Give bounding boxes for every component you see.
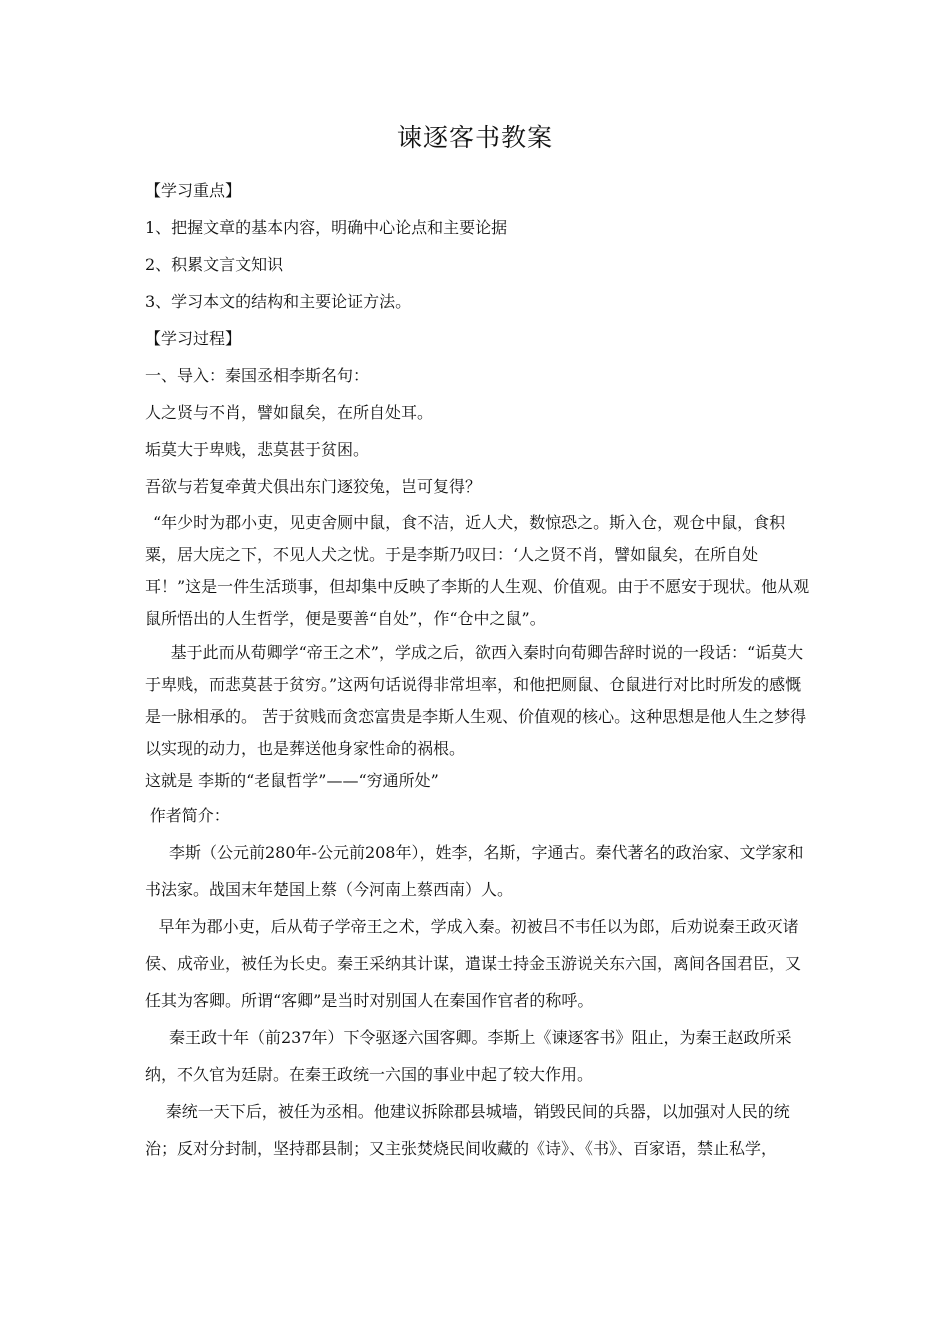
- intro-heading: 一、导入：秦国丞相李斯名句：: [145, 366, 370, 385]
- author-paragraph-4: 秦统一天下后，被任为丞相。他建议拆除郡县城墙，销毁民间的兵器，以加强对人民的统治；反对分封制，坚持郡县制；又主张焚烧民间收藏的《诗》、《书》、百家语，禁止私学，: [145, 1102, 790, 1158]
- author-paragraph-1: 李斯（公元前280年-公元前208年），姓李，名斯，字通古。秦代著名的政治家、文学家和书法家。战国末年楚国上蔡（今河南上蔡西南）人。: [145, 843, 804, 899]
- intro-paragraph-2: 基于此而从荀卿学“帝王之术”，学成之后，欲西入秦时向荀卿告辞时说的一段话：“诟莫大于卑贱，而悲莫甚于贫穷。”这两句话说得非常坦率，和他把厕鼠、仓鼠进行对比时所发的感慨是一脉相承的。 苦于贫贱而贪恋富贵是李斯人生观、价值观的核心。这种思想是他人生之梦得以实现的动力，也是葬送他身家性命的祸根。: [145, 643, 807, 758]
- intro-summary: 这就是 李斯的“老鼠哲学”——“穷通所处”: [145, 771, 439, 790]
- quote-line-2: 垢莫大于卑贱，悲莫甚于贫困。: [145, 440, 370, 459]
- focus-item-1: 1、把握文章的基本内容，明确中心论点和主要论据: [145, 218, 508, 237]
- document-body: [145, 172, 810, 1167]
- quote-line-3: 吾欲与若复牵黄犬俱出东门逐狡兔，岂可复得？: [145, 477, 482, 496]
- focus-heading: 【学习重点】: [145, 181, 242, 200]
- author-heading: 作者简介：: [149, 806, 230, 825]
- document-title: 谏逐客书教案: [396, 123, 553, 152]
- author-paragraph-3: 秦王政十年（前237年）下令驱逐六国客卿。李斯上《谏逐客书》阻止，为秦王赵政所采纳，不久官为廷尉。在秦王政统一六国的事业中起了较大作用。: [145, 1028, 792, 1084]
- quote-line-1: 人之贤与不肖，譬如鼠矣，在所自处耳。: [145, 403, 434, 422]
- focus-item-2: 2、积累文言文知识: [145, 255, 284, 274]
- focus-item-3: 3、学习本文的结构和主要论证方法。: [145, 292, 412, 311]
- intro-paragraph-1: “年少时为郡小吏，见吏舍厕中鼠，食不洁，近人犬，数惊恐之。斯入仓，观仓中鼠，食积粟，居大庑之下，不见人犬之忧。于是李斯乃叹曰：‘人之贤不肖，譬如鼠矣，在所自处耳！”这是一件生活琐事，但却集中反映了李斯的人生观、价值观。由于不愿安于现状。他从观鼠所悟出的人生哲学，便是要善“自处”，作“仓中之鼠”。: [145, 513, 810, 628]
- process-heading: 【学习过程】: [145, 329, 242, 348]
- author-paragraph-2: 早年为郡小吏，后从荀子学帝王之术，学成入秦。初被吕不韦任以为郎，后劝说秦王政灭诸侯、成帝业，被任为长史。秦王采纳其计谋，遣谋士持金玉游说关东六国，离间各国君臣，又任其为客卿。所谓“客卿”是当时对别国人在秦国作官者的称呼。: [145, 917, 802, 1010]
